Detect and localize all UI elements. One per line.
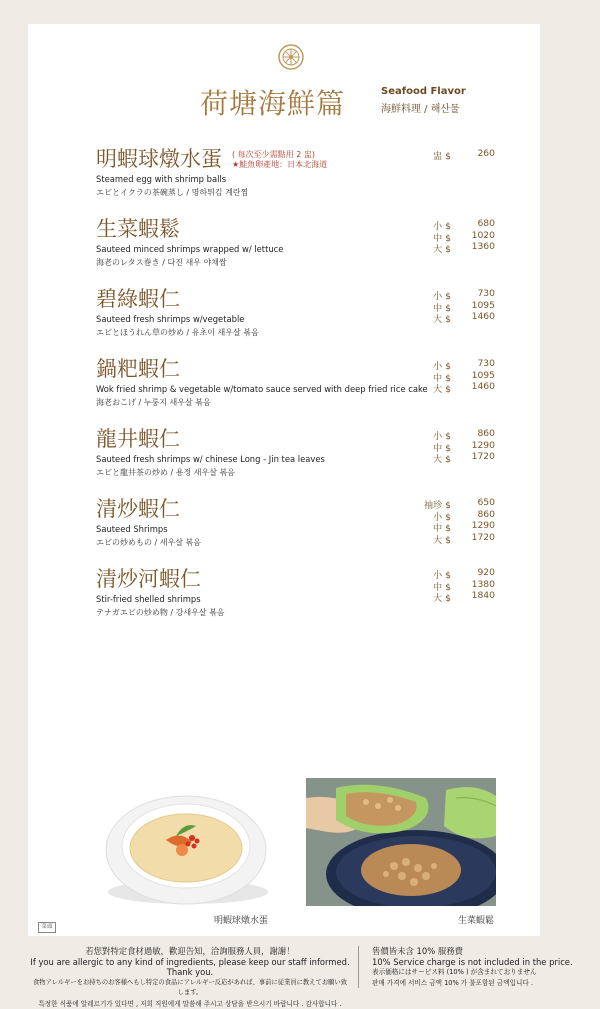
allergy-notice-en: If you are allergic to any kind of ingredients, please keep our staff informed. Thank you. (30, 957, 350, 978)
portion-size: 小 $ (433, 567, 451, 581)
price-amount: 680 (477, 218, 495, 229)
steamed-egg-photo (98, 778, 288, 906)
service-charge-cn: 售價皆未含 10% 服務費 (372, 946, 592, 957)
dish-name-cn: 明蝦球燉水蛋 (96, 146, 526, 172)
portion-size: 小 $ (433, 218, 451, 232)
dish-name-en: Stir-fried shelled shrimps (96, 594, 526, 604)
portion-size: 中 $ (433, 579, 451, 593)
price-row (395, 218, 495, 230)
price-row (395, 148, 495, 160)
price-amount: 1720 (472, 451, 495, 462)
price-amount: 1290 (472, 440, 495, 451)
service-charge-kr: 판매 가격에 서비스 금액 10% 가 불포함된 금액입니다 . (372, 978, 592, 989)
price-row (395, 509, 495, 521)
dish-name-en: Sauteed Shrimps (96, 524, 526, 534)
dish-name-cn: 龍井蝦仁 (96, 426, 526, 452)
dish-name-jk: 海老おこげ / 누룽지 새우살 볶음 (96, 397, 526, 408)
price-row (395, 428, 495, 440)
price-amount: 1840 (472, 590, 495, 601)
portion-size: 大 $ (433, 241, 451, 255)
dish-name-cn: 碧綠蝦仁 (96, 286, 526, 312)
price-amount: 1720 (472, 532, 495, 543)
portion-size: 中 $ (433, 370, 451, 384)
service-charge-jp: 表示価格にはサービス料 (10% ) が含まれておりません (372, 967, 592, 978)
portion-size: 小 $ (433, 358, 451, 372)
price-row (395, 440, 495, 452)
section-title: 荷塘海鮮篇 (200, 82, 345, 122)
dish-name-cn: 清炒河蝦仁 (96, 566, 526, 592)
price-row (395, 590, 495, 602)
price-row (395, 241, 495, 253)
price-amount: 730 (477, 288, 495, 299)
price-amount: 1020 (472, 230, 495, 241)
price-amount: 260 (477, 148, 495, 159)
portion-size: 中 $ (433, 300, 451, 314)
price-list (395, 148, 495, 160)
price-amount: 860 (477, 428, 495, 439)
photo-caption: 明蝦球燉水蛋 (214, 913, 268, 926)
price-amount: 1290 (472, 520, 495, 531)
portion-size: 中 $ (433, 230, 451, 244)
price-amount: 1380 (472, 579, 495, 590)
portion-size: 小 $ (433, 288, 451, 302)
price-amount: 1360 (472, 241, 495, 252)
price-amount: 920 (477, 567, 495, 578)
price-row (395, 497, 495, 509)
portion-size: 中 $ (433, 520, 451, 534)
dish-name-en: Steamed egg with shrimp balls (96, 174, 526, 184)
portion-size: 大 $ (433, 451, 451, 465)
dish-name-jk: テナガエビの炒め物 / 강새우살 볶음 (96, 607, 526, 618)
portion-size: 大 $ (433, 532, 451, 546)
allergy-notice-cn: 若您對特定食材過敏，歡迎告知，洽詢服務人員，謝謝！ (30, 946, 350, 957)
dish-name-en: Sauteed minced shrimps wrapped w/ lettuce (96, 244, 526, 254)
price-row (395, 370, 495, 382)
service-charge-en: 10% Service charge is not included in the price. (372, 957, 592, 968)
section-title-sub: 海鮮料理 / 해산물 (381, 100, 460, 115)
section-title-en: Seafood Flavor (381, 86, 466, 97)
portion-size: 大 $ (433, 311, 451, 325)
photo-caption: 生菜蝦鬆 (458, 913, 494, 926)
price-list (395, 428, 495, 463)
portion-size: 小 $ (433, 509, 451, 523)
portion-size: 袖珍 $ (424, 497, 451, 511)
lettuce-shrimp-photo (306, 778, 496, 906)
price-amount: 1095 (472, 370, 495, 381)
price-amount: 1460 (472, 381, 495, 392)
price-row (395, 358, 495, 370)
price-row (395, 288, 495, 300)
portion-size: 盅 $ (433, 148, 451, 162)
price-list (395, 288, 495, 323)
allergy-notice-jp: 食物アレルギーをお持ちのお客様へもし特定の食品にアレルギー反応があれば、事前に従業員に教えてお願い致します。 (30, 978, 350, 999)
price-row (395, 300, 495, 312)
dish-name-en: Sauteed fresh shrimps w/vegetable (96, 314, 526, 324)
dish-name-cn: 清炒蝦仁 (96, 496, 526, 522)
price-amount: 1095 (472, 300, 495, 311)
price-row (395, 451, 495, 463)
price-amount: 730 (477, 358, 495, 369)
dish-name-cn: 鍋粑蝦仁 (96, 356, 526, 382)
dish-name-jk: エビの炒めもの / 새우살 볶음 (96, 537, 526, 548)
price-amount: 650 (477, 497, 495, 508)
price-list (395, 358, 495, 393)
dish-name-en: Wok fried shrimp & vegetable w/tomato sauce served with deep fried rice cake (96, 384, 526, 394)
dish-name-jk: 海老のレタス巻き / 다진 새우 야채쌈 (96, 257, 526, 268)
price-row (395, 230, 495, 242)
service-charge-notice (372, 946, 592, 988)
price-row (395, 381, 495, 393)
dish-name-cn: 生菜蝦鬆 (96, 216, 526, 242)
price-list (395, 567, 495, 602)
price-amount: 1460 (472, 311, 495, 322)
price-row (395, 520, 495, 532)
price-row (395, 579, 495, 591)
dish-note: ★鮭魚卵產地：日本北海道 (232, 159, 327, 170)
dish-note: ( 每次至少需點用 2 盅) (232, 149, 315, 160)
portion-size: 中 $ (433, 440, 451, 454)
price-list (395, 497, 495, 543)
portion-size: 大 $ (433, 381, 451, 395)
price-row (395, 532, 495, 544)
dish-name-jk: エビとイクラの茶碗蒸し / 명하튀김 계란찜 (96, 187, 526, 198)
price-row (395, 311, 495, 323)
dish-name-en: Sauteed fresh shrimps w/ chinese Long - Jin tea leaves (96, 454, 526, 464)
allergy-notice-kr: 특정한 식품에 알레르기가 있다면 , 저희 직원에게 말씀해 주시고 상담을 받으시기 바랍니다 . 감사합니다 . (30, 999, 350, 1009)
portion-size: 大 $ (433, 590, 451, 604)
price-list (395, 218, 495, 253)
price-amount: 860 (477, 509, 495, 520)
portion-size: 小 $ (433, 428, 451, 442)
lotus-logo-icon (278, 44, 304, 70)
price-row (395, 567, 495, 579)
menu-tag: 菜頭 (38, 922, 56, 933)
dish-name-jk: エビと龍井茶の炒め / 용정 새우살 볶음 (96, 467, 526, 478)
footer-divider (358, 946, 359, 988)
dish-name-jk: エビとほうれん草の炒め / 유초이 새우살 볶음 (96, 327, 526, 338)
